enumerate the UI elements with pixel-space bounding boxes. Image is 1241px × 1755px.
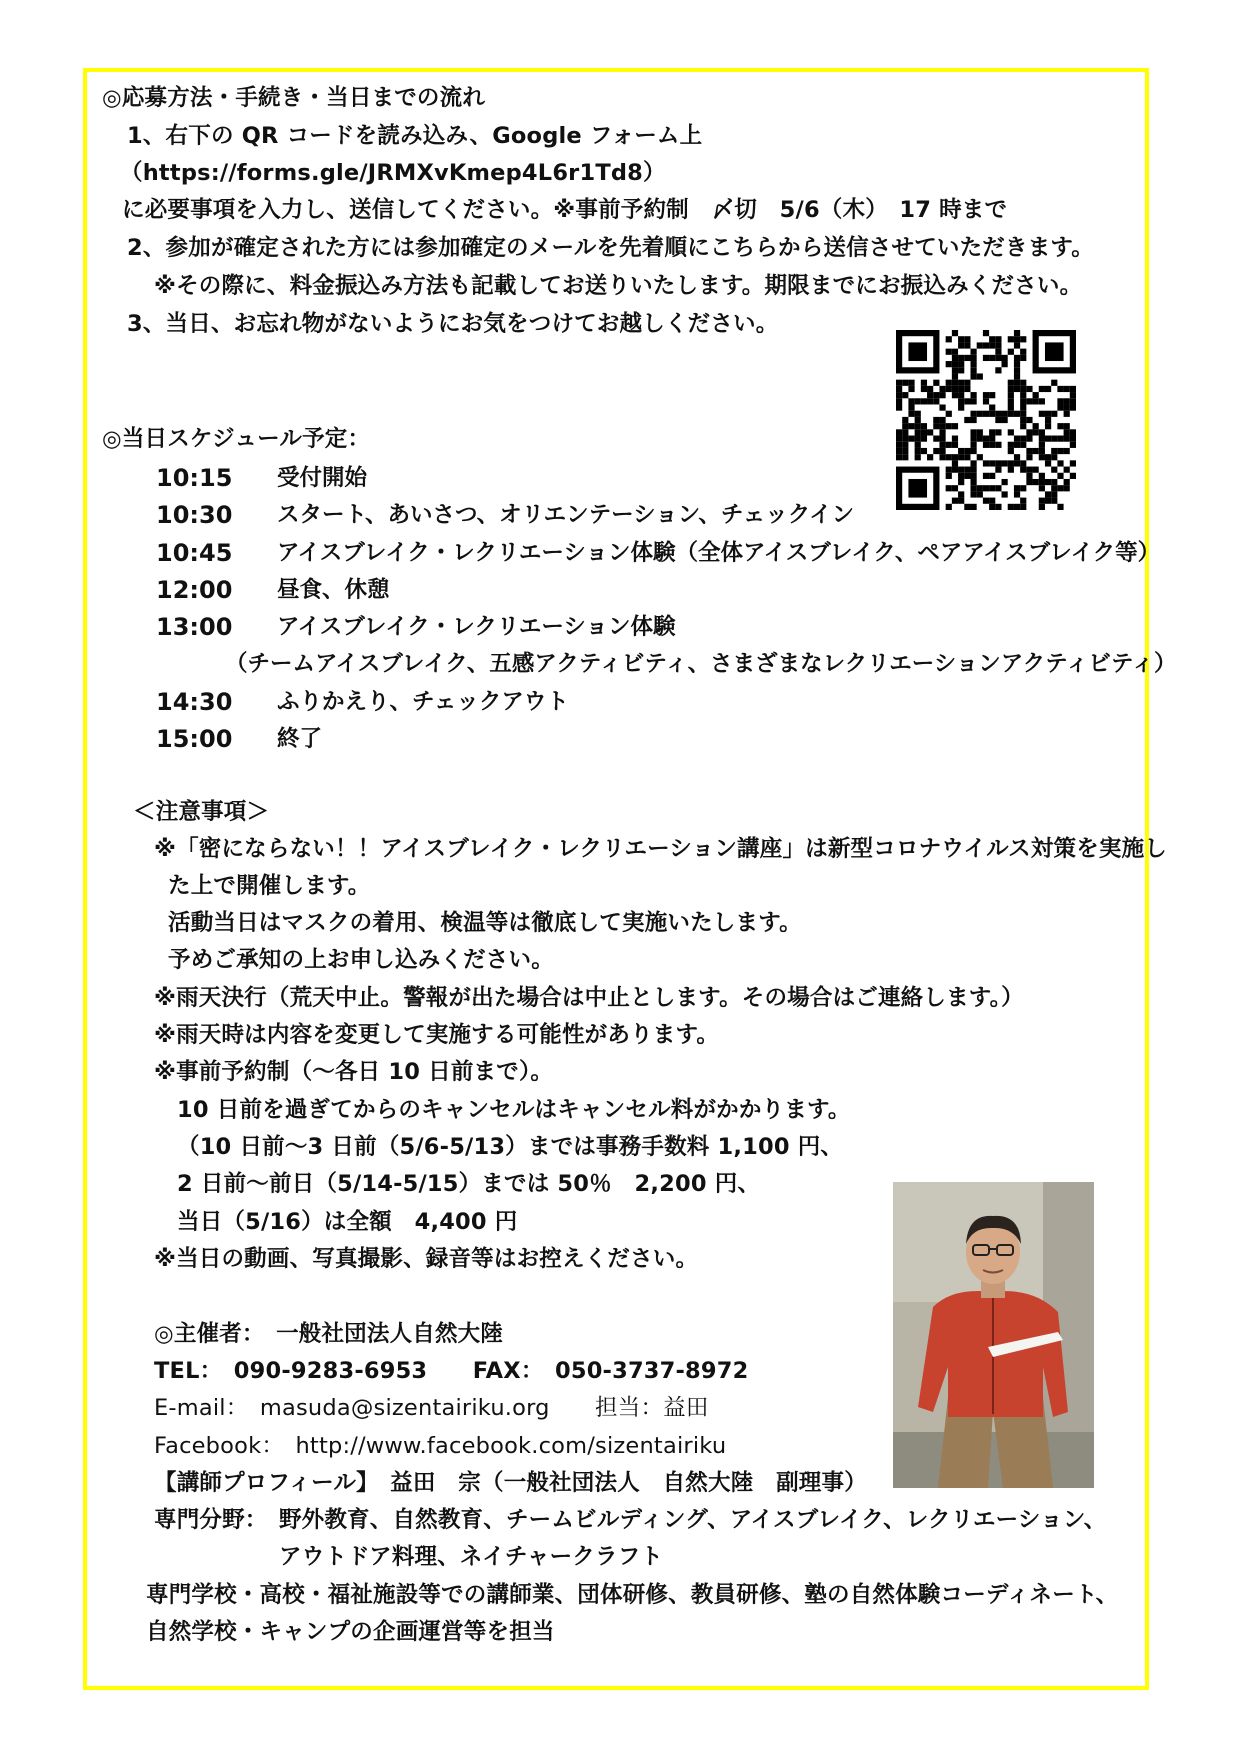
note-line-7: ※事前予約制（～各日 10 日前まで）。: [154, 1059, 554, 1085]
career-line-1: 専門学校・高校・福祉施設等での講師業、団体研修、教員研修、塾の自然体験コーディネート、: [146, 1582, 1119, 1608]
specialty-line-1: 専門分野： 野外教育、自然教育、チームビルディング、アイスブレイク、レクリエーション、: [154, 1507, 1107, 1533]
specialty-line-2: アウトドア料理、ネイチャークラフト: [279, 1544, 664, 1570]
tel-fax: TEL： 090-9283-6953 FAX： 050-3737-8972: [154, 1358, 749, 1384]
application-line-5: ※その際に、料金振込み方法も記載してお送りいたします。期限までにお振込みください。: [154, 273, 1083, 299]
schedule-activity: 終了: [277, 726, 323, 752]
qr-code[interactable]: [896, 330, 1076, 510]
instructor-photo: [893, 1182, 1094, 1488]
schedule-time: 10:45: [156, 539, 233, 567]
email-line[interactable]: E-mail： masuda@sizentairiku.org 担当：益田: [154, 1395, 709, 1421]
schedule-activity: アイスブレイク・レクリエーション体験（全体アイスブレイク、ペアアイスブレイク等）: [277, 540, 1161, 566]
note-line-6: ※雨天時は内容を変更して実施する可能性があります。: [154, 1022, 720, 1048]
schedule-time: 12:00: [156, 576, 233, 604]
schedule-time: 10:15: [156, 464, 233, 492]
note-line-8: 10 日前を過ぎてからのキャンセルはキャンセル料がかかります。: [177, 1097, 851, 1123]
schedule-activity: （チームアイスブレイク、五感アクティビティ、さまざまなレクリエーションアクティビティ）: [225, 651, 1177, 677]
schedule-activity: 受付開始: [277, 465, 368, 491]
career-line-2: 自然学校・キャンプの企画運営等を担当: [146, 1619, 555, 1645]
schedule-activity: ふりかえり、チェックアウト: [277, 689, 569, 715]
organizer-heading: ◎主催者： 一般社団法人自然大陸: [154, 1321, 504, 1347]
note-line-2: た上で開催します。: [168, 873, 371, 899]
schedule-heading: ◎当日スケジュール予定：: [102, 426, 371, 452]
schedule-time: 14:30: [156, 688, 233, 716]
note-line-4: 予めご承知の上お申し込みください。: [168, 947, 554, 973]
application-line-1: 1、右下の QR コードを読み込み、Google フォーム上: [127, 123, 703, 149]
application-line-3: に必要事項を入力し、送信してください。※事前予約制 〆切 5/6（木） 17 時まで: [122, 197, 1008, 223]
instructor-profile: 【講師プロフィール】 益田 宗（一般社団法人 自然大陸 副理事）: [154, 1470, 867, 1496]
schedule-time: 10:30: [156, 501, 233, 529]
schedule-activity: 昼食、休憩: [277, 577, 390, 603]
note-line-11: 当日（5/16）は全額 4,400 円: [177, 1209, 518, 1235]
note-line-1: ※「密にならない！！アイスブレイク・レクリエーション講座」は新型コロナウイルス対策を実施し: [154, 836, 1168, 862]
schedule-time: 15:00: [156, 725, 233, 753]
notes-heading: ＜注意事項＞: [133, 799, 270, 825]
note-line-3: 活動当日はマスクの着用、検温等は徹底して実施いたします。: [168, 910, 802, 936]
note-line-10: 2 日前～前日（5/14-5/15）までは 50％ 2,200 円、: [177, 1171, 761, 1197]
note-line-5: ※雨天決行（荒天中止。警報が出た場合は中止とします。その場合はご連絡します。）: [154, 985, 1024, 1011]
note-line-9: （10 日前～3 日前（5/6-5/13）までは事務手数料 1,100 円、: [177, 1134, 844, 1160]
application-line-4: 2、参加が確定された方には参加確定のメールを先着順にこちらから送信させていただきます。: [127, 235, 1095, 261]
schedule-time: 13:00: [156, 613, 233, 641]
application-url: （https://forms.gle/JRMXvKmep4L6r1Td8）: [120, 160, 666, 186]
note-line-12: ※当日の動画、写真撮影、録音等はお控えください。: [154, 1246, 699, 1272]
application-heading: ◎応募方法・手続き・当日までの流れ: [102, 85, 486, 111]
facebook-line[interactable]: Facebook： http://www.facebook.com/sizentairiku: [154, 1433, 727, 1459]
schedule-activity: アイスブレイク・レクリエーション体験: [277, 614, 676, 640]
application-line-6: 3、当日、お忘れ物がないようにお気をつけてお越しください。: [127, 311, 779, 337]
schedule-activity: スタート、あいさつ、オリエンテーション、チェックイン: [277, 502, 855, 528]
